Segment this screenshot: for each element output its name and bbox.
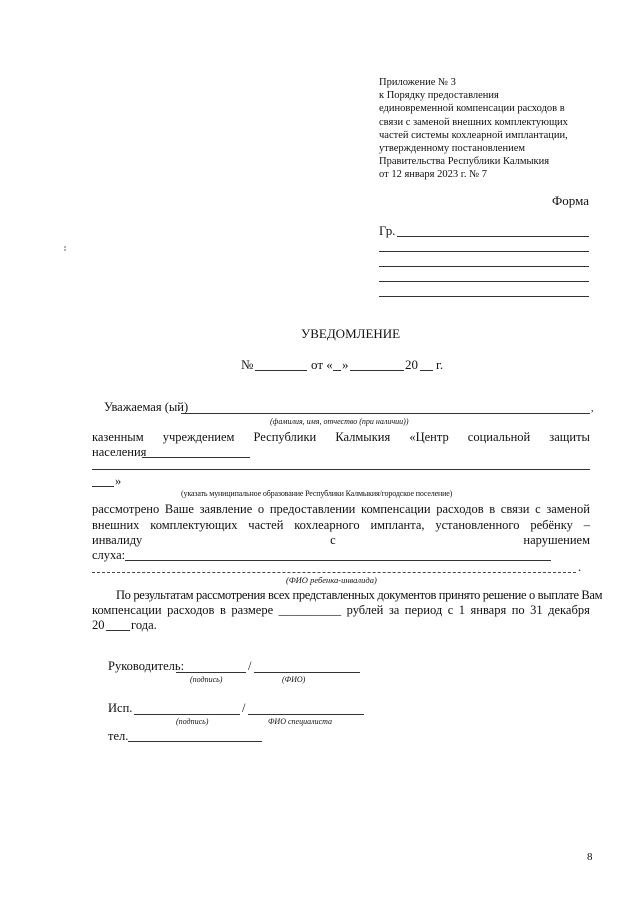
appendix-header — [379, 76, 568, 182]
body-line: рассмотрено Ваше заявление о предоставлении компенсации расходов в связи с заменой — [92, 502, 590, 516]
salutation-hint: (фамилия, имя, отчество (при наличии)) — [270, 417, 409, 426]
month-field[interactable] — [350, 370, 404, 371]
head-label: Руководитель: — [108, 659, 185, 673]
year-suffix: г. — [436, 357, 444, 372]
phone-field[interactable] — [128, 741, 262, 742]
decision-line: компенсации расходов в размере __________ рублей за период с 1 января по 31 декабря — [92, 603, 590, 617]
appendix-line: Правительства Республики Калмыкия — [379, 156, 550, 168]
year-field[interactable] — [420, 370, 433, 371]
page-title: УВЕДОМЛЕНИЕ — [301, 326, 401, 341]
decision-year-prefix: 20 — [92, 618, 105, 632]
body-line: слуха: — [92, 548, 126, 562]
head-signature-field[interactable] — [176, 672, 246, 673]
exec-signature-field[interactable] — [134, 714, 240, 715]
appendix-line: от 12 января 2023 г. № 7 — [379, 169, 487, 181]
decision-year-field[interactable] — [106, 630, 130, 631]
recipient-line[interactable] — [379, 281, 589, 282]
head-sign-hint: (подпись) — [190, 675, 223, 684]
recipient-line[interactable] — [397, 236, 589, 237]
salutation: Уважаемая (ый) — [104, 400, 189, 414]
date-from: от « — [311, 357, 333, 372]
decision-year-suffix: года. — [131, 618, 157, 632]
slash: / — [248, 659, 252, 673]
body-line: населения — [92, 445, 147, 459]
appendix-line: единовременной компенсации расходов в — [379, 103, 565, 115]
slash: / — [242, 701, 246, 715]
comma: , — [591, 403, 594, 414]
decision-line: По результатам рассмотрения всех представленных документов принято решение о выплате Вам — [116, 588, 603, 602]
head-name-field[interactable] — [254, 672, 360, 673]
number-sign: № — [241, 357, 254, 372]
child-name-field[interactable] — [125, 560, 551, 561]
exec-label: Исп. — [108, 701, 133, 715]
year-prefix: 20 — [405, 357, 418, 372]
center-name-field[interactable] — [142, 457, 250, 458]
period: . — [578, 560, 582, 574]
scan-dot — [64, 246, 66, 248]
child-hint: (ФИО ребенка-инвалида) — [286, 575, 377, 585]
appendix-line: частей системы кохлеарной имплантации, — [379, 129, 568, 141]
body-line: инвалиду с нарушением — [92, 533, 590, 547]
scan-dot — [64, 249, 66, 251]
appendix-line: связи с заменой внешних комплектующих — [379, 116, 568, 128]
body-line: внешних комплектующих частей кохлеарного импланта, установленного ребёнку – — [92, 518, 590, 532]
recipient-line[interactable] — [379, 266, 589, 267]
number-field[interactable] — [255, 370, 307, 371]
quote-close: » — [342, 357, 349, 372]
day-field[interactable] — [333, 370, 341, 371]
municipality-hint: (указать муниципальное образование Республики Калмыкия/городское поселение) — [181, 489, 453, 498]
recipient-name-field[interactable] — [181, 413, 590, 414]
appendix-line: к Порядку предоставления — [379, 90, 499, 102]
exec-name-hint: ФИО специалиста — [268, 717, 333, 726]
recipient-line[interactable] — [379, 296, 589, 297]
exec-name-field[interactable] — [248, 714, 364, 715]
appendix-line: Приложение № 3 — [379, 77, 456, 88]
child-name-field[interactable] — [92, 572, 576, 573]
quote-close: » — [115, 474, 122, 488]
recipient-line[interactable] — [379, 251, 589, 252]
page-number: 8 — [587, 851, 593, 863]
center-name-field[interactable] — [92, 486, 114, 487]
body-line: казенным учреждением Республики Калмыкия «Центр социальной защиты — [92, 430, 590, 444]
exec-sign-hint: (подпись) — [176, 717, 209, 726]
recipient-prefix: Гр. — [379, 223, 396, 238]
phone-label: тел. — [108, 729, 129, 743]
appendix-line: утвержденному постановлением — [379, 143, 526, 155]
head-name-hint: (ФИО) — [282, 675, 306, 684]
center-name-field[interactable] — [92, 469, 590, 470]
form-label: Форма — [552, 193, 589, 208]
